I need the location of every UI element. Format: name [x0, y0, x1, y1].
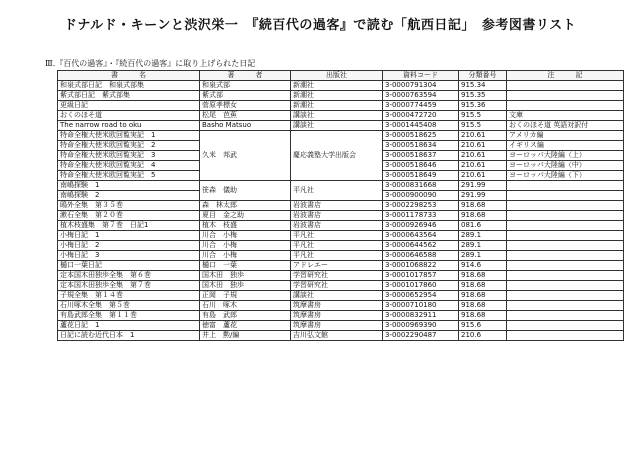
cell-publisher: 講談社	[291, 291, 383, 301]
cell-code: 3-0001068822	[383, 261, 459, 271]
cell-author: 国木田 独歩	[200, 271, 291, 281]
cell-code: 3-0002290487	[383, 331, 459, 341]
cell-title: 紫式部日記 紫式部集	[58, 91, 200, 101]
cell-code: 3-0000472720	[383, 111, 459, 121]
col-publisher-header: 出版社	[291, 71, 383, 81]
cell-author: 国木田 独歩	[200, 281, 291, 291]
cell-code: 3-0000763594	[383, 91, 459, 101]
cell-note: ヨーロッパ大陸編（上）	[507, 151, 624, 161]
reference-table	[57, 70, 624, 341]
cell-author: 植木 枝盛	[200, 221, 291, 231]
col-title-header: 書 名	[58, 71, 200, 81]
cell-title: 特命全権大使米欧回覧実記 5	[58, 171, 200, 181]
cell-class: 915.36	[459, 101, 507, 111]
cell-publisher: 新潮社	[291, 101, 383, 111]
cell-code: 3-0001017857	[383, 271, 459, 281]
cell-note	[507, 301, 624, 311]
cell-class: 289.1	[459, 241, 507, 251]
cell-publisher: 筑摩書房	[291, 321, 383, 331]
cell-author: 和泉式部	[200, 81, 291, 91]
cell-code: 3-0000900090	[383, 191, 459, 201]
cell-class: 915.6	[459, 321, 507, 331]
cell-publisher: 岩波書店	[291, 211, 383, 221]
cell-note	[507, 241, 624, 251]
cell-class: 210.61	[459, 161, 507, 171]
document-title: ドナルド・キーンと渋沢栄一 『続百代の過客』で読む「航西日記」 参考図書リスト	[63, 18, 577, 33]
cell-class: 915.5	[459, 121, 507, 131]
cell-class: 289.1	[459, 251, 507, 261]
section-heading: Ⅲ.『百代の過客』・『続百代の過客』に取り上げられた日記	[45, 59, 256, 68]
table-row	[58, 101, 624, 111]
cell-class: 918.68	[459, 201, 507, 211]
table-row	[58, 181, 624, 191]
cell-title: 日記に読む近代日本 1	[58, 331, 200, 341]
cell-code: 3-0000832911	[383, 311, 459, 321]
cell-author: 紫式部	[200, 91, 291, 101]
col-code-header: 資料コード	[383, 71, 459, 81]
cell-note	[507, 321, 624, 331]
cell-code: 3-0000518625	[383, 131, 459, 141]
cell-code: 3-0002298253	[383, 201, 459, 211]
table-row	[58, 241, 624, 251]
table-row	[58, 81, 624, 91]
table-row	[58, 221, 624, 231]
cell-code: 3-0000646588	[383, 251, 459, 261]
cell-title: 定本国木田独歩全集 第７巻	[58, 281, 200, 291]
cell-title: おくのほそ道	[58, 111, 200, 121]
cell-class: 210.61	[459, 131, 507, 141]
cell-class: 210.61	[459, 171, 507, 181]
cell-note	[507, 261, 624, 271]
table-body	[58, 81, 624, 341]
cell-class: 918.68	[459, 311, 507, 321]
cell-publisher: アドレエー	[291, 261, 383, 271]
cell-note	[507, 291, 624, 301]
col-author-header: 著 者	[200, 71, 291, 81]
cell-author: 川合 小梅	[200, 231, 291, 241]
cell-code: 3-0000791304	[383, 81, 459, 91]
cell-note	[507, 251, 624, 261]
cell-code: 3-0000643564	[383, 231, 459, 241]
cell-note	[507, 201, 624, 211]
cell-author: 松尾 芭蕉	[200, 111, 291, 121]
cell-code: 3-0000774459	[383, 101, 459, 111]
table-row	[58, 321, 624, 331]
cell-class: 291.99	[459, 191, 507, 201]
cell-publisher: 講談社	[291, 121, 383, 131]
table-row	[58, 311, 624, 321]
cell-author: Basho Matsuo	[200, 121, 291, 131]
cell-class: 210.61	[459, 141, 507, 151]
table-row	[58, 201, 624, 211]
cell-publisher: 学習研究社	[291, 271, 383, 281]
cell-title: 特命全権大使米欧回覧実記 4	[58, 161, 200, 171]
cell-author: 森 林太郎	[200, 201, 291, 211]
col-class-header: 分類番号	[459, 71, 507, 81]
cell-code: 3-0000518637	[383, 151, 459, 161]
cell-code: 3-0000518646	[383, 161, 459, 171]
cell-publisher: 学習研究社	[291, 281, 383, 291]
cell-publisher: 慶応義塾大学出版会	[291, 131, 383, 181]
cell-note	[507, 271, 624, 281]
cell-class: 291.99	[459, 181, 507, 191]
table-row	[58, 91, 624, 101]
table-row	[58, 301, 624, 311]
cell-title: 石川啄木全集 第５巻	[58, 301, 200, 311]
cell-note	[507, 311, 624, 321]
cell-author: 夏目 金之助	[200, 211, 291, 221]
cell-title: 南嶋探験 2	[58, 191, 200, 201]
cell-title: 小梅日記 3	[58, 251, 200, 261]
cell-class: 918.68	[459, 281, 507, 291]
cell-class: 918.68	[459, 271, 507, 281]
cell-publisher: 筑摩書房	[291, 301, 383, 311]
cell-author: 有島 武郎	[200, 311, 291, 321]
cell-note	[507, 91, 624, 101]
cell-title: 有島武郎全集 第１１巻	[58, 311, 200, 321]
cell-class: 915.5	[459, 111, 507, 121]
cell-title: 蘆花日記 1	[58, 321, 200, 331]
cell-publisher: 岩波書店	[291, 221, 383, 231]
cell-class: 918.68	[459, 211, 507, 221]
cell-code: 3-0000652954	[383, 291, 459, 301]
cell-note	[507, 231, 624, 241]
cell-title: 南嶋探験 1	[58, 181, 200, 191]
cell-note	[507, 191, 624, 201]
cell-code: 3-0000518649	[383, 171, 459, 181]
cell-title: 和泉式部日記 和泉式部集	[58, 81, 200, 91]
cell-title: 樋口一葉日記	[58, 261, 200, 271]
cell-note	[507, 331, 624, 341]
cell-author: 石川 啄木	[200, 301, 291, 311]
table-row	[58, 271, 624, 281]
cell-code: 3-0000926946	[383, 221, 459, 231]
table-header-row	[58, 71, 624, 81]
cell-note	[507, 221, 624, 231]
cell-title: 小梅日記 2	[58, 241, 200, 251]
cell-title: 更級日記	[58, 101, 200, 111]
cell-author: 井上 勲/編	[200, 331, 291, 341]
cell-class: 915.35	[459, 91, 507, 101]
cell-class: 289.1	[459, 231, 507, 241]
table-row	[58, 251, 624, 261]
cell-publisher: 吉川弘文館	[291, 331, 383, 341]
col-note-header: 注 記	[507, 71, 624, 81]
table-row	[58, 281, 624, 291]
cell-class: 210.61	[459, 151, 507, 161]
cell-code: 3-0000518634	[383, 141, 459, 151]
cell-note	[507, 211, 624, 221]
cell-title: 特命全権大使米欧回覧実記 1	[58, 131, 200, 141]
cell-code: 3-0001178733	[383, 211, 459, 221]
cell-publisher: 平凡社	[291, 241, 383, 251]
table-row	[58, 331, 624, 341]
table-row	[58, 111, 624, 121]
cell-author: 菅原孝標女	[200, 101, 291, 111]
cell-code: 3-0000710180	[383, 301, 459, 311]
cell-class: 918.68	[459, 291, 507, 301]
cell-note	[507, 101, 624, 111]
table-row	[58, 231, 624, 241]
cell-title: 鴎外全集 第３５巻	[58, 201, 200, 211]
cell-note: ヨーロッパ大陸編（中）	[507, 161, 624, 171]
cell-code: 3-0000644562	[383, 241, 459, 251]
cell-title: 小梅日記 1	[58, 231, 200, 241]
cell-title: The narrow road to oku	[58, 121, 200, 131]
cell-note: 文庫	[507, 111, 624, 121]
cell-code: 3-0000831668	[383, 181, 459, 191]
cell-author: 樋口 一葉	[200, 261, 291, 271]
cell-class: 914.6	[459, 261, 507, 271]
cell-code: 3-0000969390	[383, 321, 459, 331]
table-row	[58, 131, 624, 141]
table-row	[58, 291, 624, 301]
cell-publisher: 平凡社	[291, 181, 383, 201]
cell-author: 川合 小梅	[200, 251, 291, 261]
cell-note: アメリカ編	[507, 131, 624, 141]
cell-title: 植木枝盛集 第７巻 日記1	[58, 221, 200, 231]
cell-class: 210.6	[459, 331, 507, 341]
cell-code: 3-0001445408	[383, 121, 459, 131]
cell-author: 徳富 蘆花	[200, 321, 291, 331]
cell-note: おくのほそ道 英語対訳付	[507, 121, 624, 131]
cell-note	[507, 81, 624, 91]
cell-title: 特命全権大使米欧回覧実記 3	[58, 151, 200, 161]
cell-class: 081.6	[459, 221, 507, 231]
table-row	[58, 211, 624, 221]
cell-class: 918.68	[459, 301, 507, 311]
cell-publisher: 新潮社	[291, 91, 383, 101]
cell-note: ヨーロッパ大陸編（下）	[507, 171, 624, 181]
cell-code: 3-0001017860	[383, 281, 459, 291]
cell-note	[507, 181, 624, 191]
cell-author: 久米 邦武	[200, 131, 291, 181]
cell-author: 笹森 儀助	[200, 181, 291, 201]
cell-publisher: 平凡社	[291, 251, 383, 261]
table-row	[58, 261, 624, 271]
cell-publisher: 講談社	[291, 111, 383, 121]
cell-note: イギリス編	[507, 141, 624, 151]
cell-publisher: 岩波書店	[291, 201, 383, 211]
cell-publisher: 平凡社	[291, 231, 383, 241]
cell-title: 漱石全集 第２０巻	[58, 211, 200, 221]
cell-author: 正岡 子規	[200, 291, 291, 301]
cell-author: 川合 小梅	[200, 241, 291, 251]
cell-publisher: 新潮社	[291, 81, 383, 91]
cell-note	[507, 281, 624, 291]
cell-title: 子規全集 第１４巻	[58, 291, 200, 301]
cell-publisher: 筑摩書房	[291, 311, 383, 321]
table-row	[58, 121, 624, 131]
cell-title: 定本国木田独歩全集 第６巻	[58, 271, 200, 281]
cell-title: 特命全権大使米欧回覧実記 2	[58, 141, 200, 151]
cell-class: 915.34	[459, 81, 507, 91]
